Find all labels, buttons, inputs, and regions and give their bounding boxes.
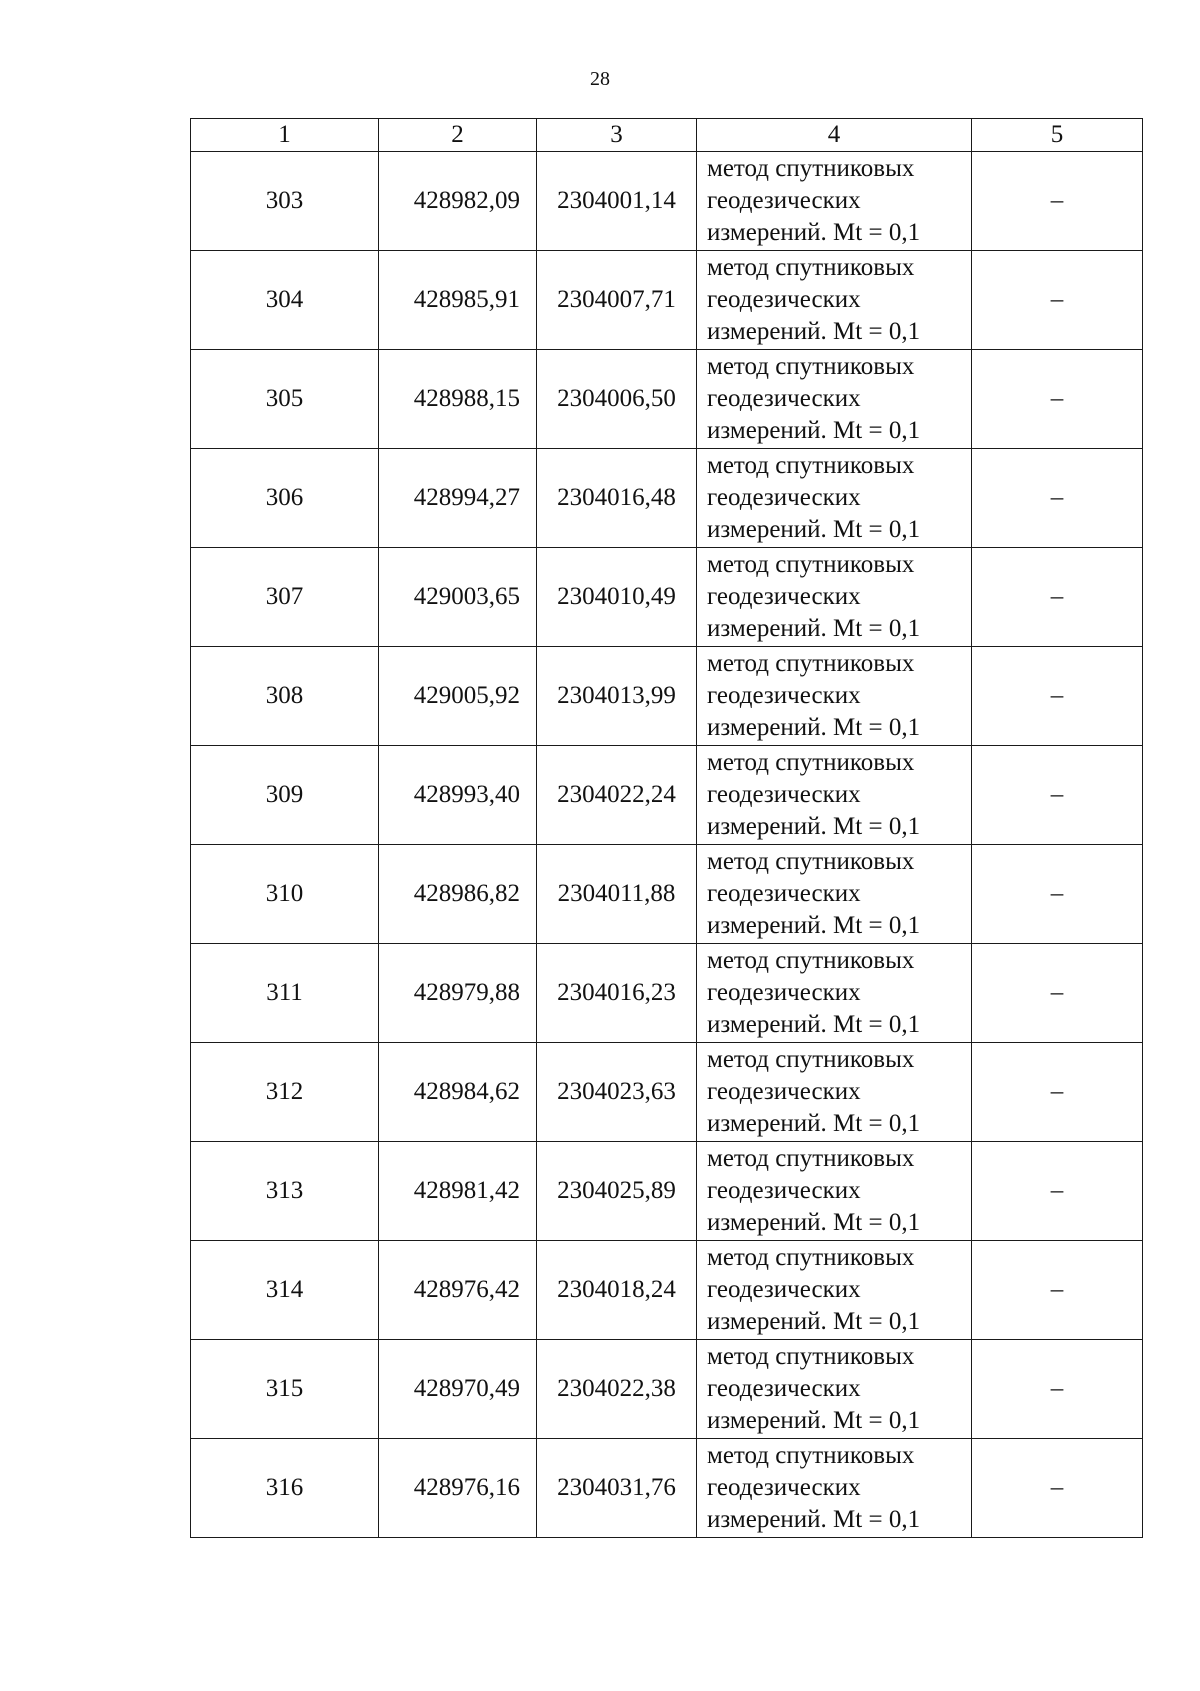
point-number-cell: 306 [191,449,379,548]
table-row [191,152,1143,251]
point-number-cell: 310 [191,845,379,944]
header-col-2: 2 [379,119,537,152]
method-cell [697,548,972,647]
method-line: геодезических [707,1474,861,1501]
method-cell [697,647,972,746]
method-cell [697,1439,972,1538]
y-coordinate-cell: 2304016,23 [537,944,697,1043]
point-number-cell: 303 [191,152,379,251]
description-cell: – [972,1439,1143,1538]
x-coordinate-cell: 428981,42 [379,1142,537,1241]
y-coordinate-cell: 2304031,76 [537,1439,697,1538]
point-number-cell: 307 [191,548,379,647]
point-number-cell: 309 [191,746,379,845]
method-line: геодезических [707,682,861,709]
table-row [191,1241,1143,1340]
point-number-cell: 311 [191,944,379,1043]
page-number: 28 [590,68,610,90]
header-col-4: 4 [697,119,972,152]
description-cell: – [972,449,1143,548]
x-coordinate-cell: 428976,42 [379,1241,537,1340]
method-line: геодезических [707,385,861,412]
method-line: измерений. Mt = 0,1 [707,1308,921,1335]
method-line: метод спутниковых [707,749,915,776]
y-coordinate-cell: 2304010,49 [537,548,697,647]
table-row [191,746,1143,845]
x-coordinate-cell: 428993,40 [379,746,537,845]
method-line: метод спутниковых [707,551,915,578]
table-row [191,845,1143,944]
method-line: метод спутниковых [707,254,915,281]
description-cell: – [972,1241,1143,1340]
x-coordinate-cell: 428988,15 [379,350,537,449]
description-cell: – [972,152,1143,251]
method-line: измерений. Mt = 0,1 [707,615,921,642]
method-line: геодезических [707,880,861,907]
description-cell: – [972,944,1143,1043]
y-coordinate-cell: 2304006,50 [537,350,697,449]
description-cell: – [972,647,1143,746]
description-cell: – [972,548,1143,647]
description-cell: – [972,350,1143,449]
method-line: измерений. Mt = 0,1 [707,1110,921,1137]
x-coordinate-cell: 428986,82 [379,845,537,944]
table-row [191,1142,1143,1241]
description-cell: – [972,1142,1143,1241]
method-cell [697,1043,972,1142]
point-number-cell: 308 [191,647,379,746]
x-coordinate-cell: 428976,16 [379,1439,537,1538]
y-coordinate-cell: 2304025,89 [537,1142,697,1241]
method-line: метод спутниковых [707,353,915,380]
method-line: метод спутниковых [707,1442,915,1469]
method-line: геодезических [707,484,861,511]
table-row [191,1043,1143,1142]
method-line: измерений. Mt = 0,1 [707,912,921,939]
method-line: метод спутниковых [707,848,915,875]
x-coordinate-cell: 429003,65 [379,548,537,647]
header-col-5: 5 [972,119,1143,152]
method-line: измерений. Mt = 0,1 [707,417,921,444]
y-coordinate-cell: 2304007,71 [537,251,697,350]
method-line: метод спутниковых [707,452,915,479]
point-number-cell: 314 [191,1241,379,1340]
y-coordinate-cell: 2304018,24 [537,1241,697,1340]
point-number-cell: 305 [191,350,379,449]
y-coordinate-cell: 2304001,14 [537,152,697,251]
y-coordinate-cell: 2304011,88 [537,845,697,944]
table-row [191,647,1143,746]
method-line: геодезических [707,286,861,313]
method-line: измерений. Mt = 0,1 [707,1209,921,1236]
method-line: геодезических [707,1276,861,1303]
x-coordinate-cell: 428979,88 [379,944,537,1043]
method-line: геодезических [707,187,861,214]
point-number-cell: 313 [191,1142,379,1241]
method-cell [697,1241,972,1340]
y-coordinate-cell: 2304013,99 [537,647,697,746]
method-cell [697,350,972,449]
y-coordinate-cell: 2304022,24 [537,746,697,845]
table-row [191,449,1143,548]
method-line: измерений. Mt = 0,1 [707,1506,921,1533]
method-line: метод спутниковых [707,155,915,182]
description-cell: – [972,1043,1143,1142]
y-coordinate-cell: 2304023,63 [537,1043,697,1142]
x-coordinate-cell: 428984,62 [379,1043,537,1142]
method-line: измерений. Mt = 0,1 [707,219,921,246]
header-col-1: 1 [191,119,379,152]
table-row [191,1439,1143,1538]
method-line: геодезических [707,1078,861,1105]
method-cell [697,944,972,1043]
method-cell [697,746,972,845]
table-row [191,350,1143,449]
method-line: измерений. Mt = 0,1 [707,318,921,345]
y-coordinate-cell: 2304022,38 [537,1340,697,1439]
x-coordinate-cell: 428970,49 [379,1340,537,1439]
header-col-3: 3 [537,119,697,152]
x-coordinate-cell: 428985,91 [379,251,537,350]
point-number-cell: 315 [191,1340,379,1439]
method-line: геодезических [707,583,861,610]
y-coordinate-cell: 2304016,48 [537,449,697,548]
point-number-cell: 304 [191,251,379,350]
method-line: метод спутниковых [707,1244,915,1271]
table-body [191,152,1143,1538]
method-line: метод спутниковых [707,1145,915,1172]
method-cell [697,449,972,548]
coordinates-table [190,118,1143,1538]
x-coordinate-cell: 428994,27 [379,449,537,548]
point-number-cell: 316 [191,1439,379,1538]
method-line: метод спутниковых [707,1343,915,1370]
table-row [191,251,1143,350]
description-cell: – [972,746,1143,845]
method-line: измерений. Mt = 0,1 [707,813,921,840]
method-line: метод спутниковых [707,947,915,974]
x-coordinate-cell: 429005,92 [379,647,537,746]
method-line: геодезических [707,979,861,1006]
method-line: геодезических [707,1177,861,1204]
method-line: метод спутниковых [707,1046,915,1073]
method-line: геодезических [707,1375,861,1402]
method-cell [697,251,972,350]
point-number-cell: 312 [191,1043,379,1142]
x-coordinate-cell: 428982,09 [379,152,537,251]
method-line: измерений. Mt = 0,1 [707,1407,921,1434]
method-line: геодезических [707,781,861,808]
description-cell: – [972,845,1143,944]
method-cell [697,1340,972,1439]
header-row [191,119,1143,152]
method-cell [697,1142,972,1241]
method-line: метод спутниковых [707,650,915,677]
method-cell [697,845,972,944]
description-cell: – [972,1340,1143,1439]
description-cell: – [972,251,1143,350]
method-cell [697,152,972,251]
table-row [191,1340,1143,1439]
table-row [191,548,1143,647]
method-line: измерений. Mt = 0,1 [707,1011,921,1038]
method-line: измерений. Mt = 0,1 [707,516,921,543]
table-row [191,944,1143,1043]
method-line: измерений. Mt = 0,1 [707,714,921,741]
